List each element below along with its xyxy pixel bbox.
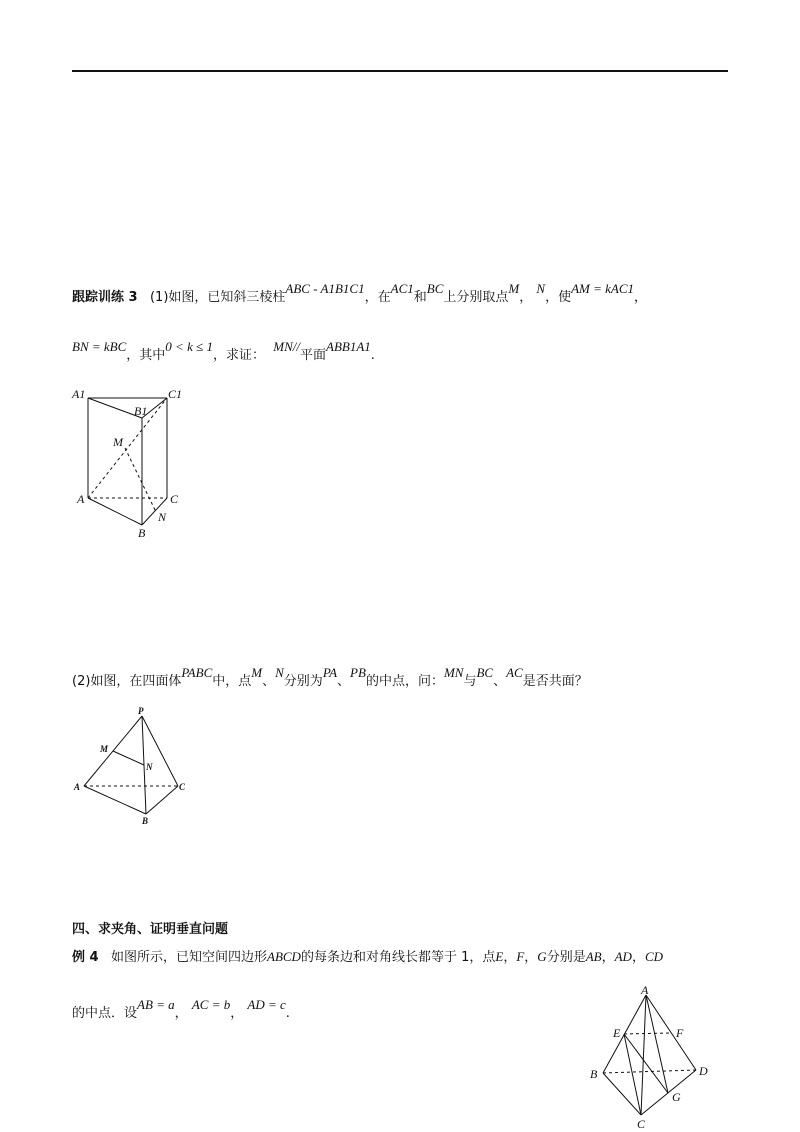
text: (1)如图，已知斜三棱柱 (149, 290, 286, 305)
text: 、 (337, 674, 351, 689)
math-vector-ac: AC (506, 665, 523, 680)
math-condition: 0 < k ≤ 1 (165, 339, 213, 354)
label-n: N (158, 510, 167, 524)
text: ，其中 (126, 348, 166, 363)
math-vector-ad: AD = c (247, 997, 286, 1012)
text: 上分别取点 (443, 290, 509, 305)
text: 平面 (300, 348, 327, 363)
label-a1: A1 (72, 387, 86, 401)
text: ， (503, 950, 517, 965)
text: ， (230, 1006, 244, 1021)
label-b: B (138, 526, 146, 540)
label-m: M (113, 435, 123, 449)
text: 分别为 (283, 674, 323, 689)
math-ac1: AC1 (390, 281, 414, 296)
text: ， (524, 950, 538, 965)
math-bc: BC (426, 281, 444, 296)
math-vector-eq1: AM = kAC1 (571, 281, 635, 296)
text: ， (631, 950, 645, 965)
math-vector-ab: AB = a (137, 997, 175, 1012)
label-d: D (699, 1064, 708, 1078)
example-label: 例 4 (72, 950, 99, 965)
text: 如图所示，已知空间四边形 (110, 950, 267, 965)
math-m: M (251, 665, 263, 680)
label-a: A (77, 492, 85, 506)
text: ，使 (545, 290, 572, 305)
label-b: B (590, 1067, 598, 1081)
problem-label: 跟踪训练 3 (72, 290, 138, 305)
edge-ac (641, 995, 646, 1115)
label-m: M (100, 744, 109, 754)
text: 的中点，问： (365, 674, 444, 689)
math-e: E (495, 949, 504, 964)
math-vector-bc: BC (476, 665, 494, 680)
text: 的每条边和对角线长都等于 1，点 (300, 950, 496, 965)
text: ， (174, 1006, 188, 1021)
text: . (370, 348, 375, 363)
math-g: G (537, 949, 547, 964)
math-f: F (516, 949, 525, 964)
segment-ef (624, 1033, 671, 1034)
text: . (285, 1006, 290, 1021)
math-ad: AD (614, 949, 632, 964)
math-abcd: ABCD (267, 949, 301, 964)
label-b: B (142, 816, 149, 826)
math-vector-ac: AC = b (191, 997, 231, 1012)
edge-bd-hidden (603, 1070, 696, 1073)
label-c: C (170, 492, 179, 506)
math-m: M (508, 281, 520, 296)
math-mn: MN// (273, 339, 300, 354)
math-plane: ABB1A1 (326, 339, 371, 354)
label-p: P (138, 706, 144, 716)
math-n: N (536, 281, 546, 296)
math-cd: CD (644, 949, 664, 964)
label-c1: C1 (168, 387, 183, 401)
section-title: 四、求夹角、证明垂直问题 (72, 922, 229, 937)
math-prism: ABC - A1B1C1 (285, 281, 365, 296)
math-pa: PA (322, 665, 338, 680)
edge-ad (646, 995, 696, 1070)
text: ，求证： (212, 348, 265, 363)
text: 分别是 (546, 950, 586, 965)
label-n: N (146, 762, 153, 772)
label-e: E (613, 1026, 621, 1040)
text: ， (519, 290, 533, 305)
label-g: G (672, 1090, 681, 1104)
math-vector-mn: MN (443, 665, 464, 680)
text: 与 (463, 674, 477, 689)
label-c: C (179, 782, 186, 792)
edge-cd (641, 1070, 696, 1115)
text: 和 (413, 290, 427, 305)
text: ， (634, 290, 648, 305)
math-n: N (275, 665, 284, 680)
text: ， (601, 950, 615, 965)
edge-bc (603, 1073, 641, 1115)
label-f: F (676, 1026, 684, 1040)
text: (2)如图，在四面体 (72, 674, 182, 689)
math-pb: PB (350, 665, 366, 680)
label-a: A (641, 983, 649, 997)
label-c: C (637, 1117, 646, 1131)
math-vector-eq2: BN = kBC (72, 339, 127, 354)
text: 中，点 (212, 674, 252, 689)
label-a: A (74, 782, 81, 792)
math-ab: AB (585, 949, 602, 964)
text: 、 (493, 674, 507, 689)
math-pabc: PABC (181, 665, 213, 680)
text: 的中点．设 (72, 1006, 138, 1021)
text: 、 (262, 674, 276, 689)
label-b1: B1 (134, 404, 148, 418)
text: 是否共面？ (522, 674, 588, 689)
text: ，在 (364, 290, 391, 305)
